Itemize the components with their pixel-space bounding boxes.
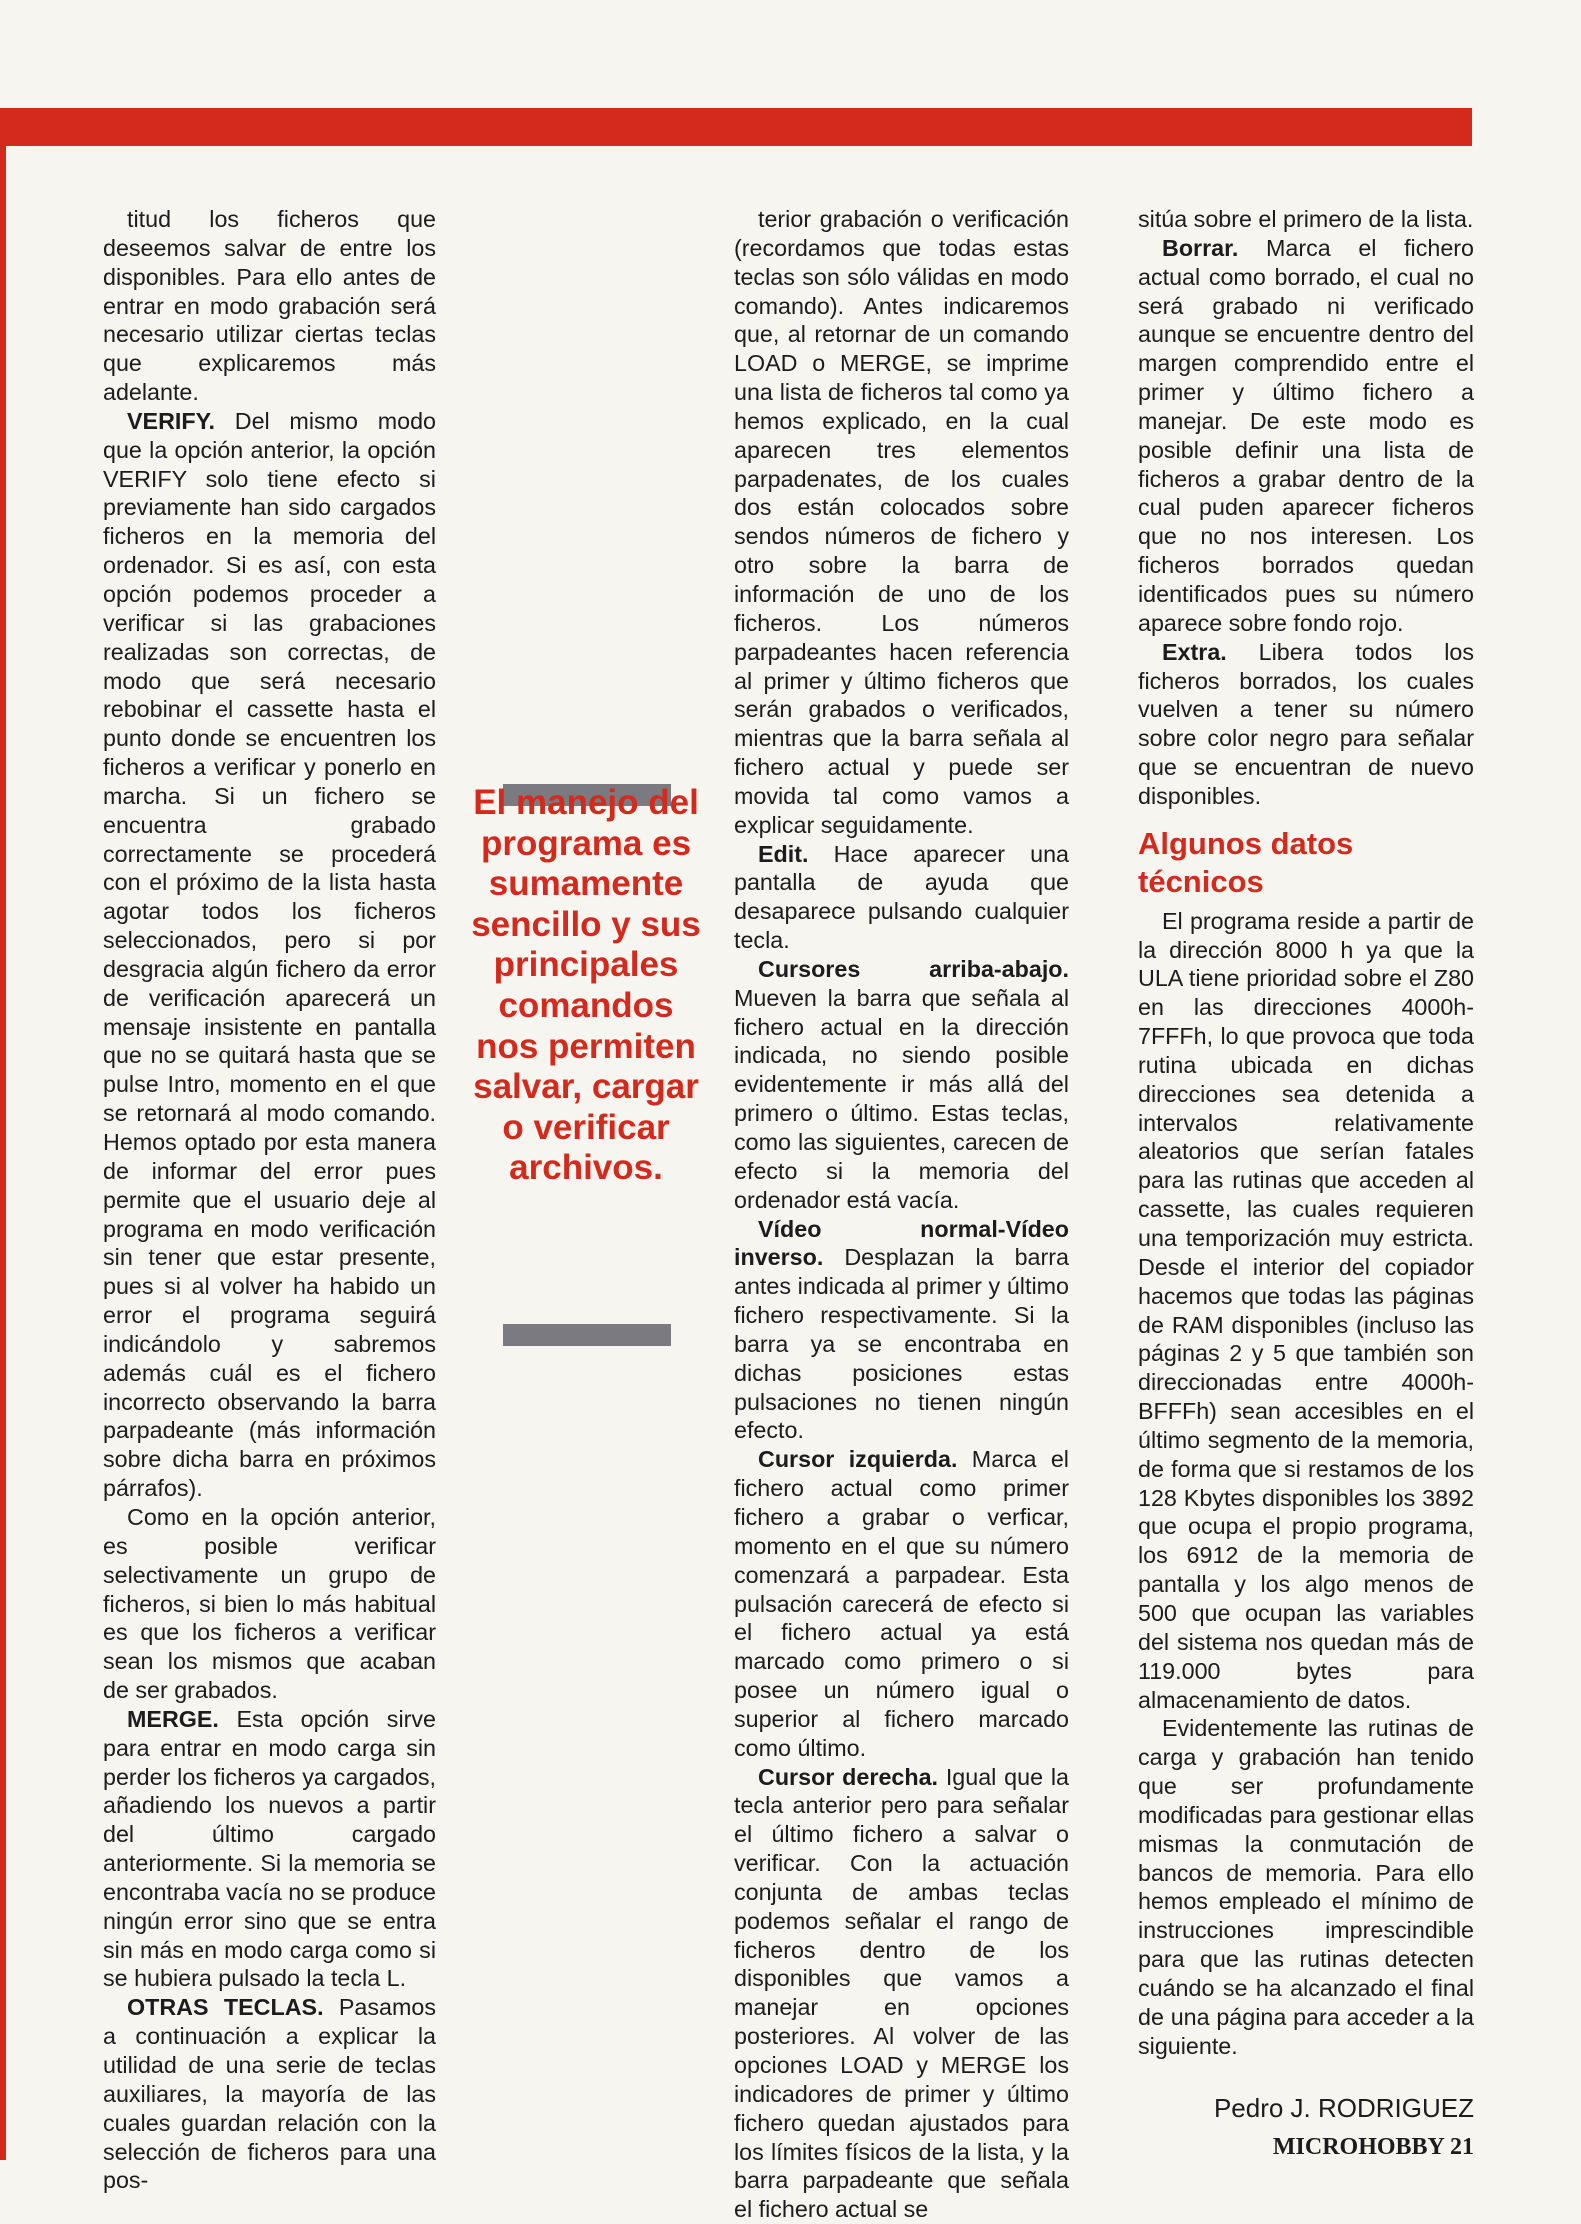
page-footer: MICROHOBBY 21	[1272, 2134, 1474, 2160]
paragraph-text: titud los ficheros que deseemos salvar de entre los disponibles. Para ello antes de entrar en modo grabación será necesario utilizar ciertas teclas que explicaremos más adelante.	[103, 206, 436, 406]
paragraph	[1138, 638, 1474, 811]
paragraph	[1138, 234, 1474, 638]
paragraph	[1138, 907, 1474, 1715]
paragraph	[103, 1503, 436, 1705]
paragraph	[734, 840, 1069, 955]
paragraph-text: Libera todos los ficheros borrados, los cuales vuelven a tener su número sobre color negro para señalar que se encuentran de nuevo disponibles.	[1138, 638, 1474, 809]
paragraph	[734, 955, 1069, 1215]
paragraph	[734, 1215, 1069, 1446]
pullquote-bottom-rule	[503, 1324, 671, 1346]
paragraph-lead: Cursor derecha.	[758, 1763, 939, 1790]
paragraph	[103, 407, 436, 1503]
paragraph-text: Igual que la tecla anterior pero para señalar el último fichero a salvar o verificar. Con la actuación conjunta de ambas teclas podemos señalar el rango de ficheros dentro de los disponibles que vamos a manejar en opciones posteriores. Al volver de las opciones LOAD y MERGE los indicadores de primer y último fichero quedan ajustados para los límites físicos de la lista, y la barra parpadeante que señala el fichero actual se	[734, 1763, 1069, 2223]
paragraph-text: Evidentemente las rutinas de carga y grabación han tenido que ser profundamente modificadas para gestionar ellas mismas la conmutación de bancos de memoria. Para ello hemos empleado el mínimo de instrucciones imprescindible para que las rutinas detecten cuándo se ha alcanzado el final de una página para acceder a la siguiente.	[1138, 1715, 1474, 2059]
paragraph-lead: MERGE.	[127, 1705, 219, 1732]
paragraph-lead: Edit.	[758, 840, 809, 867]
paragraph-text: Del mismo modo que la opción anterior, la opción VERIFY solo tiene efecto si previamente han sido cargados ficheros en la memoria del ordenador. Si es así, con esta opción podemos proceder a verificar si las grabaciones realizadas son correctas, de modo que será necesario rebobinar el cassette hasta el punto donde se encuentren los ficheros a verificar y ponerlo en marcha. Si un fichero se encuentra grabado correctamente se procederá con el próximo de la lista hasta agotar todos los ficheros seleccionados, pero si por desgracia algún fichero da error de verificación aparecerá un mensaje insistente en pantalla que no se quitará hasta que se pulse Intro, momento en el que se retornará al modo comando. Hemos optado por esta manera de informar del error pues permite que el usuario deje al programa en modo verificación sin tener que estar presente, pues si al volver ha habido un error el programa seguirá indicándolo y sabremos además cuál es el fichero incorrecto observando la barra parpadeante (más información sobre dicha barra en próximos párrafos).	[103, 407, 436, 1502]
column-4-top	[1138, 205, 1474, 811]
paragraph	[734, 205, 1069, 840]
paragraph-text: Hace aparecer una pantalla de ayuda que desaparece pulsando cualquier tecla.	[734, 840, 1069, 954]
author-byline: Pedro J. RODRIGUEZ	[1213, 2093, 1474, 2123]
paragraph	[103, 205, 436, 407]
paragraph-lead: Cursor izquierda.	[758, 1446, 958, 1473]
paragraph-text: Como en la opción anterior, es posible verificar selectivamente un grupo de ficheros, si bien lo más habitual es que los ficheros a verificar sean los mismos que acaban de ser grabados.	[103, 1503, 436, 1704]
paragraph-lead: Vídeo normal-Vídeo inverso.	[734, 1215, 1069, 1271]
paragraph	[1138, 205, 1474, 234]
paragraph-text: Marca el fichero actual como borrado, el cual no será grabado ni verificado aunque se encuentre dentro del margen comprendido entre el primer y último fichero a manejar. De este modo es posible definir una lista de ficheros a grabar dentro de la cual puden aparecer ficheros que no nos interesen. Los ficheros borrados quedan identificados pues su número aparece sobre fondo rojo.	[1138, 234, 1474, 636]
paragraph-text: Desplazan la barra antes indicada al primer y último fichero respectivamente. Si la barra ya se encontraba en dichas posiciones estas pulsaciones no tienen ningún efecto.	[734, 1244, 1069, 1444]
paragraph-text: Marca el fichero actual como primer fichero a grabar o verficar, momento en el que su número comenzará a parpadear. Esta pulsación carecerá de efecto si el fichero actual ya está marcado como primero o si posee un número igual o superior al fichero marcado como último.	[734, 1446, 1069, 1761]
paragraph	[1138, 1714, 1474, 2060]
paragraph-lead: Cursores arriba-abajo.	[758, 955, 1069, 982]
header-red-bar	[0, 108, 1472, 146]
paragraph-text: sitúa sobre el primero de la lista.	[1138, 206, 1474, 232]
paragraph	[734, 1763, 1069, 2224]
paragraph	[103, 1993, 436, 2195]
column-4-bottom	[1138, 907, 1474, 2061]
paragraph	[103, 1705, 436, 1993]
paragraph-text: terior grabación o verificación (recordamos que todas estas teclas son sólo válidas en modo comando). Antes indicaremos que, al retornar de un comando LOAD o MERGE, se imprime una lista de ficheros tal como ya hemos explicado, en la cual aparecen tres elementos parpadenates, de los cuales dos están colocados sobre sendos números de fichero y otro sobre la barra de información de uno de los ficheros. Los números parpadeantes hacen referencia al primer y último ficheros que serán grabados o verificados, mientras que la barra señala al fichero actual y puede ser movida tal como vamos a explicar seguidamente.	[734, 206, 1069, 838]
column-3	[734, 205, 1069, 2224]
paragraph-lead: Extra.	[1162, 638, 1227, 665]
paragraph	[734, 1445, 1069, 1762]
column-4	[1138, 205, 1474, 2060]
column-1	[103, 205, 436, 2195]
paragraph-lead: OTRAS TECLAS.	[127, 1994, 324, 2021]
paragraph-text: Mueven la barra que señala al fichero actual en la dirección indicada, no siendo posible evidentemente ir más allá del primero o último. Estas teclas, como las siguientes, carecen de efecto si la memoria del ordenador está vacía.	[734, 984, 1069, 1213]
paragraph-lead: Borrar.	[1162, 234, 1239, 261]
paragraph-text: Pasamos a continuación a explicar la utilidad de una serie de teclas auxiliares, la mayoría de las cuales guardan relación con la selección de ficheros para una pos-	[103, 1994, 436, 2194]
section-heading: Algunos datos técnicos	[1138, 825, 1354, 899]
paragraph-lead: VERIFY.	[127, 407, 216, 434]
pullquote: El manejo del programa es sumamente sencillo y sus principales comandos nos permiten salvar, cargar o verificar archivos.	[471, 783, 701, 1188]
page-edge-bar	[0, 108, 6, 2160]
paragraph-text: Esta opción sirve para entrar en modo carga sin perder los ficheros ya cargados, añadiendo los nuevos a partir del último cargado anteriormente. Si la memoria se encontraba vacía no se produce ningún error sino que se entra sin más en modo carga como si se hubiera pulsado la tecla L.	[103, 1705, 436, 1992]
paragraph-text: El programa reside a partir de la dirección 8000 h ya que la ULA tiene prioridad sobre el Z80 en las direcciones 4000h-7FFFh, lo que provoca que toda rutina ubicada en dichas direcciones sea detenida a intervalos relativamente aleatorios que serían fatales para las rutinas que acceden al cassette, las cuales requieren una temporización muy estricta. Desde el interior del copiador hacemos que todas las páginas de RAM disponibles (incluso las páginas 2 y 5 que también son direccionadas entre 4000h-BFFFh) sean accesibles en el último segmento de la memoria, de forma que si restamos de los 128 Kbytes disponibles los 3892 que ocupa el propio programa, los 6912 de la memoria de pantalla y los algo menos de 500 que ocupan las variables del sistema nos quedan más de 119.000 bytes para almacenamiento de datos.	[1138, 907, 1474, 1713]
